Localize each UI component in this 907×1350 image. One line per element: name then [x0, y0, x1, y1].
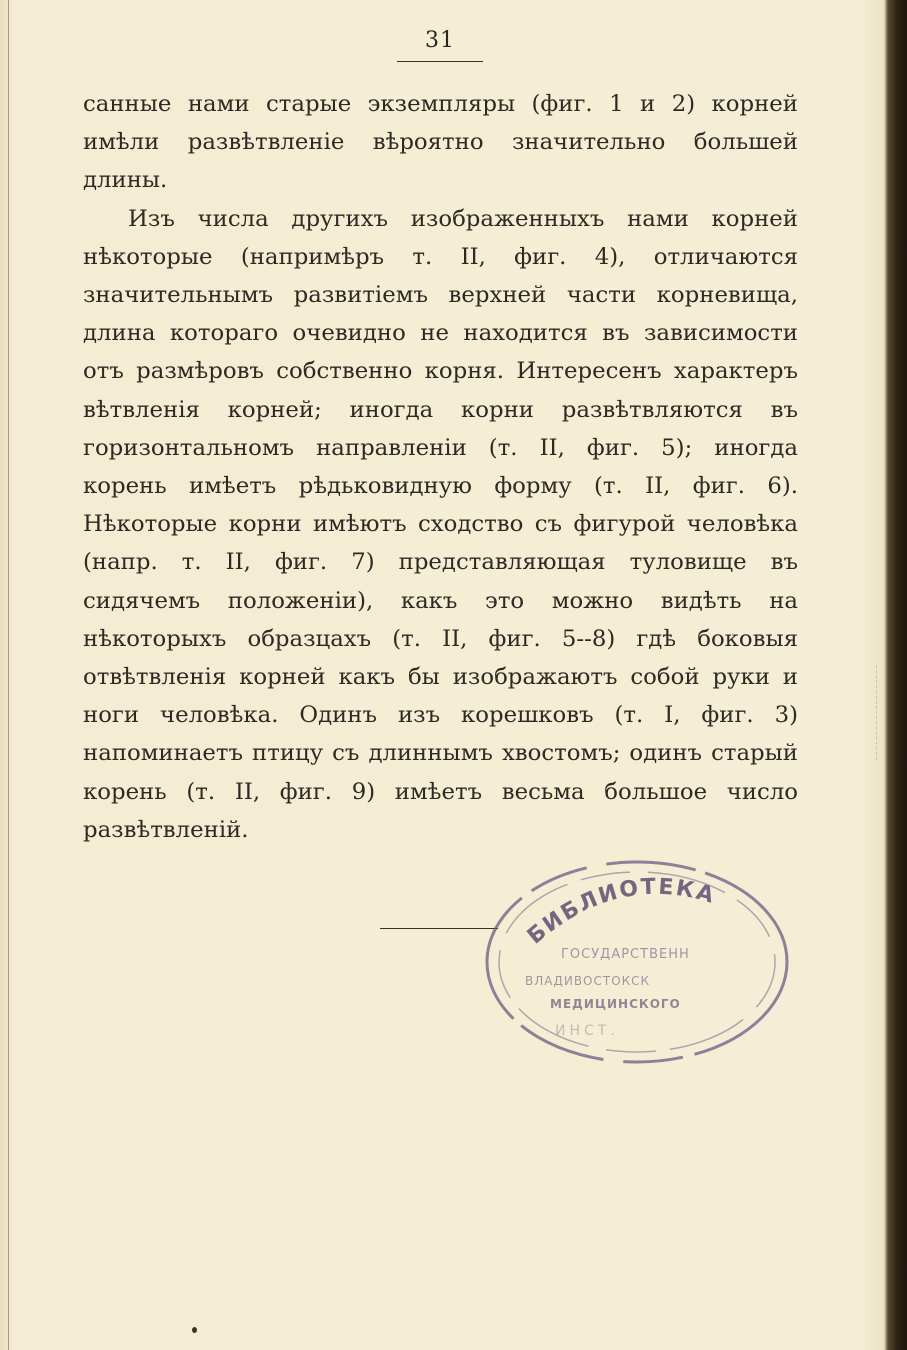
library-stamp — [475, 850, 805, 1070]
paragraph-continuation: санные нами старые экземпляры (фиг. 1 и 2) корней имѣли развѣтвленіе вѣроятно значительно большей длины. — [83, 91, 798, 194]
page-edge-marks — [876, 665, 881, 760]
page-left-edge — [8, 0, 9, 1350]
body-text — [83, 85, 798, 849]
stamp-line-3: МЕДИЦИНСКОГО — [550, 997, 681, 1011]
stamp-line-1: ГОСУДАРСТВЕНН — [561, 947, 690, 962]
page-number: 31 — [425, 28, 455, 53]
page-number-underline — [397, 61, 483, 62]
svg-text:БИБЛИОТЕКА — [523, 875, 718, 950]
paragraph-roots: Изъ числа другихъ изображенныхъ нами корней нѣкоторые (напримѣръ т. II, фиг. 4), отличаются значительнымъ развитіемъ верхней части корневища, длина котораго очевидно не находится въ зависимости отъ размѣровъ собственно корня. Интересенъ характеръ вѣтвленія корней; иногда корни развѣтвляются въ горизонтальномъ направленіи (т. II, фиг. 5); иногда корень имѣетъ рѣдьковидную форму (т. II, фиг. 6). Нѣкоторые корни имѣютъ сходство съ фигурой человѣка (напр. т. II, фиг. 7) представляющая туловище въ сидячемъ положеніи), какъ это можно видѣть на нѣкоторыхъ образцахъ (т. II, фиг. 5--8) гдѣ боковыя отвѣтвленія корней какъ бы изображаютъ собой руки и ноги человѣка. Одинъ изъ корешковъ (т. I, фиг. 3) напоминаетъ птицу съ длиннымъ хвостомъ; одинъ старый корень (т. II, фиг. 9) имѣетъ весьма большое число развѣтвленій. — [83, 205, 798, 843]
ink-speck — [192, 1327, 197, 1333]
stamp-line-2: ВЛАДИВОСТОКСК — [525, 974, 651, 988]
stamp-arc-text: БИБЛИОТЕКА — [522, 874, 719, 950]
stamp-line-4: ИНСТ. — [555, 1023, 619, 1039]
